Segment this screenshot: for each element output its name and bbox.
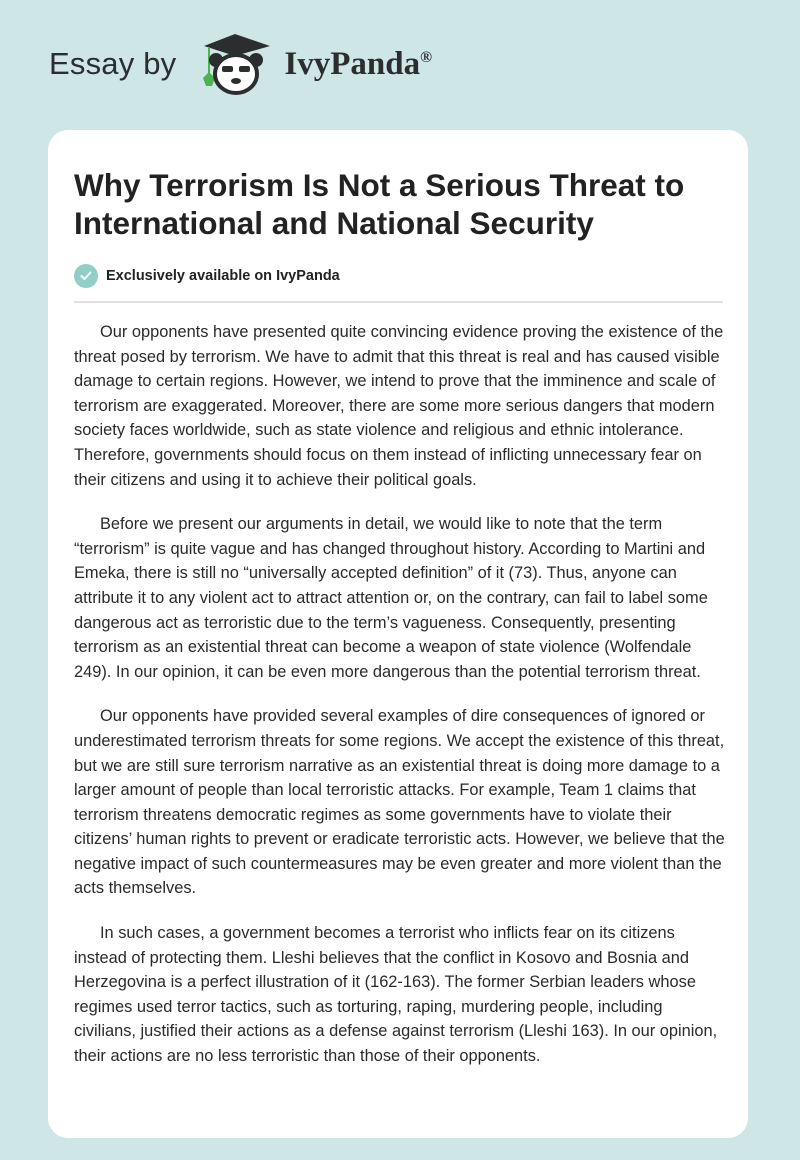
essay-body: [74, 320, 726, 1089]
essay-title: Why Terrorism Is Not a Serious Threat to International and National Security: [74, 167, 685, 241]
paragraph: Our opponents have presented quite convincing evidence proving the existence of the threat posed by terrorism. We have to admit that this threat is real and has caused visible damage to certain regions. However, we intend to prove that the imminence and scale of terrorism are exaggerated. Moreover, there are some more serious dangers that modern society faces worldwide, such as state violence and religious and ethnic intolerance. Therefore, governments should focus on them instead of inflicting unnecessary fear on their citizens and using it to achieve their political goals.: [74, 323, 724, 489]
essay-card: [48, 130, 748, 1138]
paragraph: In such cases, a government becomes a terrorist who inflicts fear on its citizens instead of protecting them. Lleshi believes that the conflict in Kosovo and Bosnia and Herzegovina is a perfect illustration of it (162-163). The former Serbian leaders whose regimes used terror tactics, such as torturing, raping, murdering people, including civilians, justified their actions as a defense against terrorism (Lleshi 163). In our opinion, their actions are no less terroristic than those of their opponents.: [74, 924, 718, 1066]
divider: [74, 301, 723, 303]
badge-text: Exclusively available on IvyPanda: [106, 268, 340, 284]
registered-mark: ®: [420, 48, 433, 66]
site-header: [49, 34, 432, 94]
essay-by-label: Essay by: [49, 46, 177, 81]
exclusive-badge: [74, 264, 340, 288]
brand-text: IvyPanda: [284, 45, 421, 82]
paragraph: Before we present our arguments in detail, we would like to note that the term “terrorism” is quite vague and has changed throughout history. According to Martini and Emeka, there is still no “universally accepted definition” of it (73). Thus, anyone can attribute it to any violent act to attract attention or, on the contrary, can fail to label some dangerous act as terroristic due to the term’s vagueness. Consequently, presenting terrorism as an existential threat can become a weapon of state violence (Wolfendale 249). In our opinion, it can be even more dangerous than the potential terrorism threat.: [74, 515, 708, 681]
ivypanda-logo-icon[interactable]: [190, 32, 280, 96]
check-circle-icon: [74, 264, 98, 288]
paragraph: Our opponents have provided several examples of dire consequences of ignored or underestimated terrorism threats for some regions. We accept the existence of this threat, but we are still sure terrorism narrative as an existential threat is doing more damage to a larger amount of people than local terroristic attacks. For example, Team 1 claims that terrorism threatens democratic regimes as some governments have to violate their citizens’ human rights to prevent or eradicate terroristic acts. However, we believe that the negative impact of such countermeasures may be even greater and more violent than the acts themselves.: [74, 707, 725, 898]
brand-name[interactable]: [284, 46, 432, 83]
